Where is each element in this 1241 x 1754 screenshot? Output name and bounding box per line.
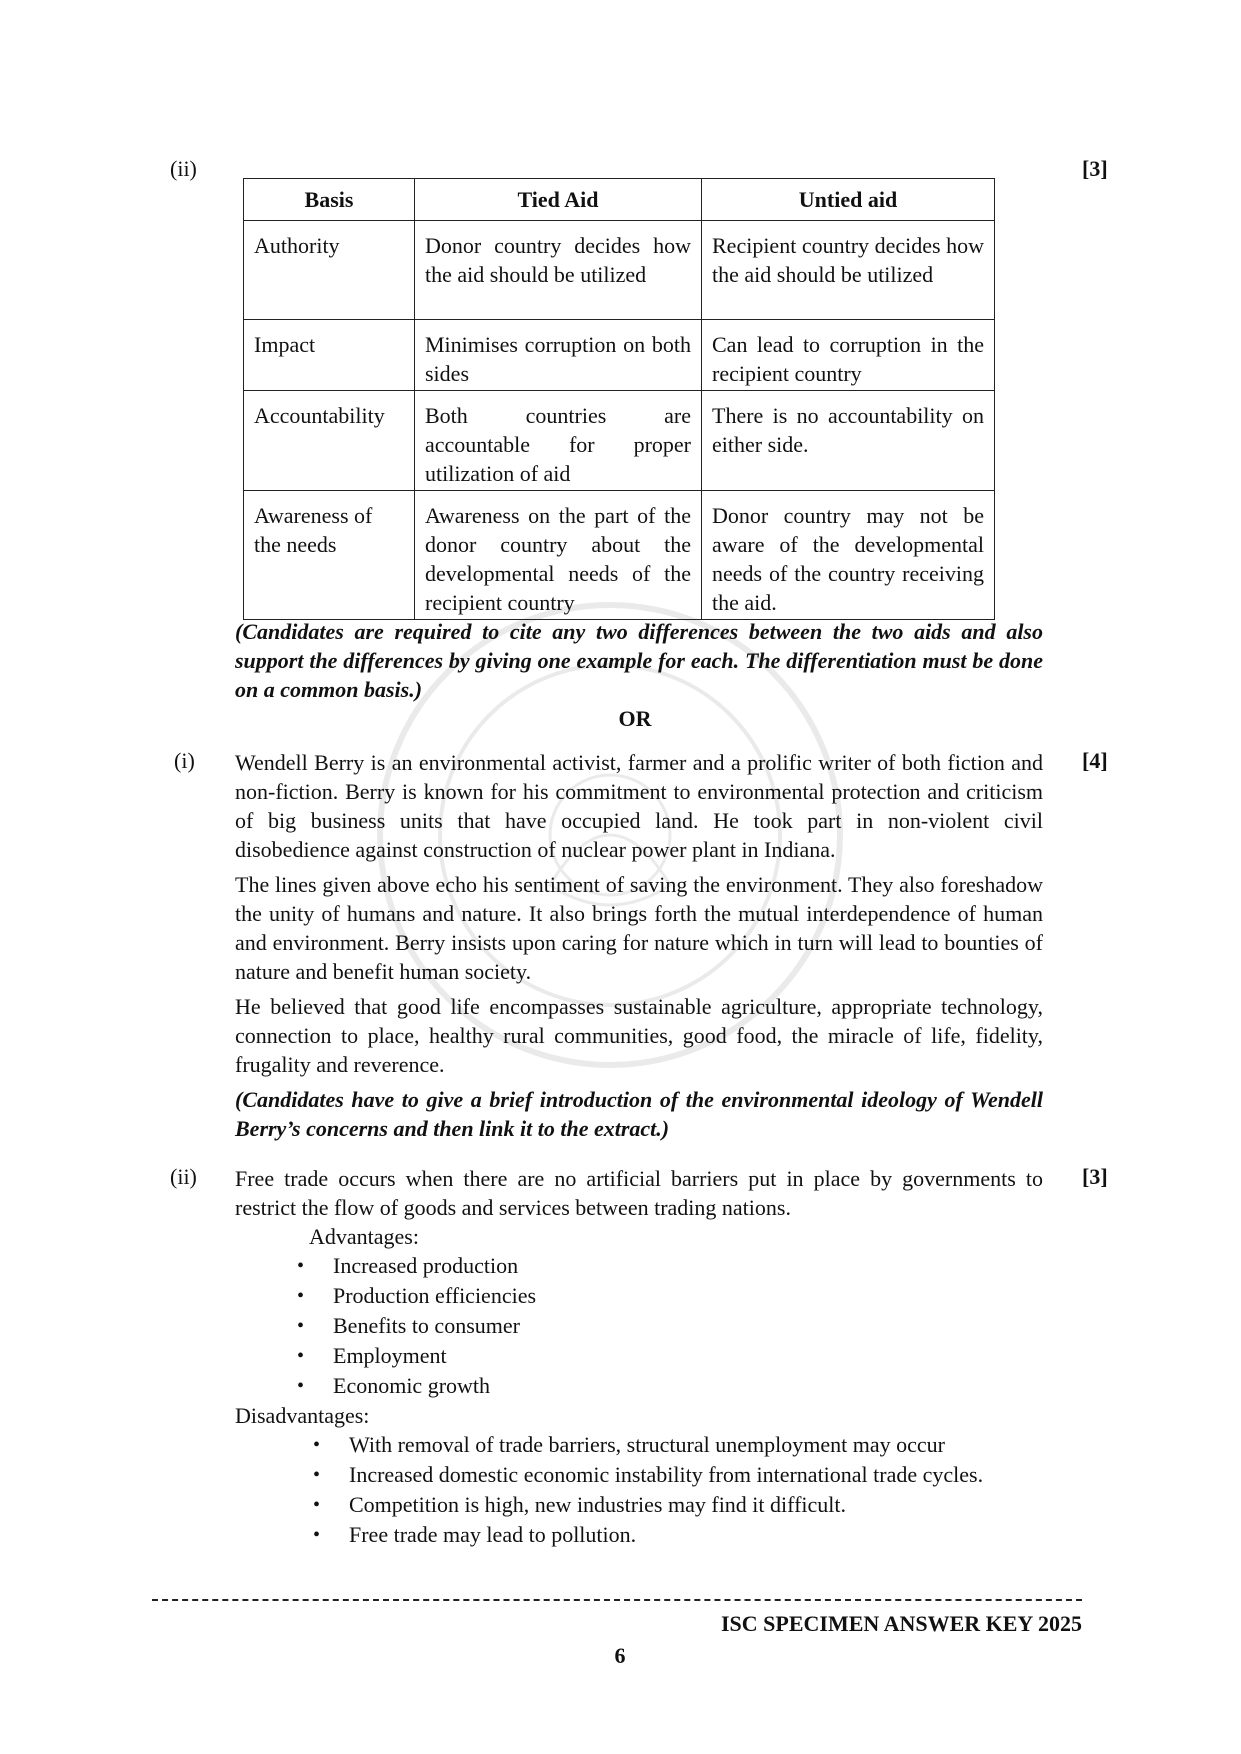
disadvantages-list xyxy=(313,1430,1043,1550)
question-label: (ii) xyxy=(170,1164,197,1189)
paragraph: The lines given above echo his sentiment of saving the environment. They also foreshadow the unity of humans and nature. It also brings forth the mutual interdependence of human and environment. Berry insists upon caring for nature which in turn will lead to bounties of nature and benefit human society. xyxy=(235,872,1043,984)
list-item: • Free trade may lead to pollution. xyxy=(313,1520,1043,1550)
table-header-row xyxy=(244,179,995,221)
table-cell: Accountability xyxy=(244,391,415,491)
aid-comparison-table xyxy=(243,178,995,620)
table-cell: Minimises corruption on both sides xyxy=(415,320,702,391)
question-label: (i) xyxy=(174,748,195,773)
list-item: • Employment xyxy=(297,1341,1043,1371)
marking-note: (Candidates have to give a brief introduction of the environmental ideology of Wendell Berry’s concerns and then link it to the extract.) xyxy=(235,1087,1043,1141)
table-cell: Awareness on the part of the donor country about the developmental needs of the recipient country xyxy=(415,491,702,620)
marks-label: [3] xyxy=(1082,156,1108,181)
table-cell: Recipient country decides how the aid should be utilized xyxy=(702,221,995,320)
list-item: • Economic growth xyxy=(297,1371,1043,1401)
table-row xyxy=(244,391,995,491)
marks-label: [3] xyxy=(1082,1164,1108,1189)
list-item: • Production efficiencies xyxy=(297,1281,1043,1311)
table-cell: Impact xyxy=(244,320,415,391)
table-row xyxy=(244,221,995,320)
table-cell: Can lead to corruption in the recipient country xyxy=(702,320,995,391)
list-item: • With removal of trade barriers, structural unemployment may occur xyxy=(313,1430,1043,1460)
table-row xyxy=(244,320,995,391)
marks-label: [4] xyxy=(1082,748,1108,773)
table-cell: There is no accountability on either side. xyxy=(702,391,995,491)
table-cell: Donor country decides how the aid should be utilized xyxy=(415,221,702,320)
paragraph: Wendell Berry is an environmental activist, farmer and a prolific writer of both fiction and non-fiction. Berry is known for his commitment to environmental protection and criticism of big business units that have occupied land. He took part in non-violent civil disobedience against construction of nuclear power plant in Indiana. xyxy=(235,750,1043,862)
table-cell: Awareness of the needs xyxy=(244,491,415,620)
table-cell: Both countries are accountable for proper utilization of aid xyxy=(415,391,702,491)
column-header: Tied Aid xyxy=(415,179,702,221)
disadvantages-heading: Disadvantages: xyxy=(235,1403,370,1428)
table-row xyxy=(244,491,995,620)
question-label: (ii) xyxy=(170,156,197,181)
list-item: • Increased production xyxy=(297,1251,1043,1281)
answer-body xyxy=(235,748,1043,1143)
column-header: Basis xyxy=(244,179,415,221)
footer-title: ISC SPECIMEN ANSWER KEY 2025 xyxy=(720,1611,1082,1636)
list-item: • Competition is high, new industries may find it difficult. xyxy=(313,1490,1043,1520)
table-cell: Authority xyxy=(244,221,415,320)
paragraph: He believed that good life encompasses sustainable agriculture, appropriate technology, connection to place, healthy rural communities, good food, the miracle of life, fidelity, frugality and reverence. xyxy=(235,994,1043,1077)
page-number: 6 xyxy=(614,1643,626,1668)
table-cell: Donor country may not be aware of the developmental needs of the country receiving the aid. xyxy=(702,491,995,620)
paragraph: Free trade occurs when there are no artificial barriers put in place by governments to restrict the flow of goods and services between trading nations. xyxy=(235,1166,1043,1220)
list-item: • Benefits to consumer xyxy=(297,1311,1043,1341)
advantages-list xyxy=(297,1251,1043,1401)
list-item: • Increased domestic economic instability from international trade cycles. xyxy=(313,1460,1043,1490)
answer-body xyxy=(235,1164,1043,1550)
marking-note: (Candidates are required to cite any two differences between the two aids and also support the differences by giving one example for each. The differentiation must be done on a common basis.) xyxy=(235,619,1043,702)
column-header: Untied aid xyxy=(702,179,995,221)
advantages-heading: Advantages: xyxy=(309,1224,419,1249)
advantages-section xyxy=(235,1222,1043,1401)
footer-divider xyxy=(152,1599,1082,1601)
or-divider: OR xyxy=(618,706,652,731)
